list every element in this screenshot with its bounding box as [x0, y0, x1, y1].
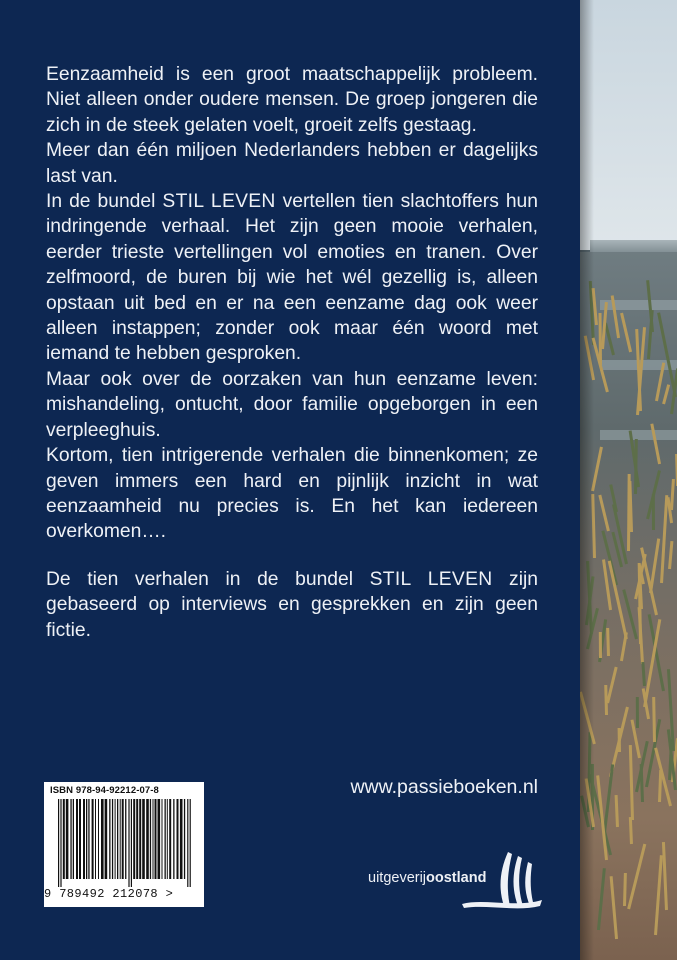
barcode-bar	[105, 799, 108, 879]
publisher-prefix: uitgeverij	[368, 870, 427, 886]
barcode-bar	[86, 799, 87, 879]
barcode-bar	[173, 799, 174, 879]
barcode-bar	[155, 799, 157, 879]
barcode-bar	[109, 799, 110, 879]
barcode-bar	[142, 799, 145, 879]
reed-stalk	[606, 628, 610, 656]
reed-stalk	[636, 697, 639, 728]
barcode-bar	[167, 799, 168, 879]
p3-after: vertellen tien slachtoffers hun indringende verhaal. Het zijn geen mooie verhalen, eerder trieste vertellingen vol emoties en tranen. Over zelfmoord, de buren bij wie het wél gezellig is, alleen opstaan uit bed en er na een eenzame dag ook weer alleen instappen; zonder ook maar één woord met iemand te hebben gesproken.	[46, 191, 539, 365]
barcode-bar	[169, 799, 171, 879]
barcode-bar	[60, 799, 61, 887]
barcode-bars	[52, 799, 192, 887]
barcode-bar	[79, 799, 81, 879]
barcode-bar	[133, 799, 135, 879]
barcode-bar	[165, 799, 166, 879]
isbn-label: ISBN 978-94-92212-07-8	[50, 785, 159, 796]
blurb	[46, 62, 538, 643]
reed-stalk	[634, 439, 638, 494]
paragraph-2: Meer dan één miljoen Nederlanders hebben er dagelijks last van.	[46, 140, 538, 187]
barcode-bar	[58, 799, 59, 887]
barcode-bar	[150, 799, 151, 879]
barcode-bar	[63, 799, 65, 879]
barcode-bar	[158, 799, 161, 879]
barcode-bar	[92, 799, 94, 879]
barcode-bar	[98, 799, 99, 879]
barcode-bar	[66, 799, 69, 879]
barcode-bar	[70, 799, 71, 879]
barcode-bar	[83, 799, 85, 879]
barcode-bar	[180, 799, 183, 879]
barcode-bar	[162, 799, 163, 879]
barcode-bar	[115, 799, 116, 879]
book-title: STIL LEVEN	[162, 191, 276, 213]
barcode	[44, 782, 204, 907]
paragraph-3	[46, 189, 538, 367]
paragraph-1: Eenzaamheid is een groot maatschappelijk probleem. Niet alleen onder oudere mensen. De groep jongeren die zich in de steek gelaten voelt, groeit zelfs gestaag.	[46, 64, 538, 136]
website-url[interactable]: www.passieboeken.nl	[350, 776, 538, 798]
barcode-bar	[73, 799, 74, 879]
paragraph-5: Kortom, tien intrigerende verhalen die binnenkomen; ze geven immers een hard en pijnlijk inzicht in wat eenzaamheid nu precies is. En het kan iedereen overkomen….	[46, 445, 538, 543]
barcode-bar	[112, 799, 113, 879]
water-strip	[600, 430, 677, 440]
barcode-bar	[95, 799, 96, 879]
barcode-bar	[76, 799, 78, 879]
barcode-bar	[101, 799, 104, 879]
paragraph-4: Maar ook over de oorzaken van hun eenzame leven: mishandeling, ontucht, door familie opgeborgen in een verpleeghuis.	[46, 368, 538, 441]
reed-stalk	[652, 697, 656, 742]
barcode-bar	[88, 799, 89, 879]
reed-stalk	[627, 474, 631, 551]
barcode-bar	[128, 799, 129, 887]
barcode-bar	[120, 799, 121, 879]
p6-after: zijn gebaseerd op interviews en gesprekken en zijn geen fictie.	[46, 568, 538, 641]
barcode-bar	[177, 799, 179, 879]
reed-stalk	[599, 632, 602, 658]
barcode-bar	[184, 799, 185, 879]
barcode-digits: 9 789492 212078 >	[44, 887, 174, 901]
p3-before: In de bundel	[46, 191, 163, 213]
barcode-bar	[139, 799, 141, 879]
barcode-bar	[122, 799, 124, 879]
barcode-bar	[117, 799, 118, 879]
barcode-bar	[131, 799, 132, 887]
publisher-suffix: oostland	[426, 870, 487, 886]
barcode-bar	[146, 799, 149, 879]
barcode-bar	[187, 799, 188, 887]
paragraph-6	[46, 567, 538, 643]
sailboat-logo-icon	[460, 848, 544, 914]
book-title-2: STIL LEVEN	[369, 568, 493, 590]
barcode-bar	[136, 799, 138, 879]
p6-before: De tien verhalen in de bundel	[46, 568, 370, 590]
barcode-bar	[153, 799, 154, 879]
barcode-bar	[190, 799, 191, 887]
barcode-bar	[125, 799, 126, 879]
